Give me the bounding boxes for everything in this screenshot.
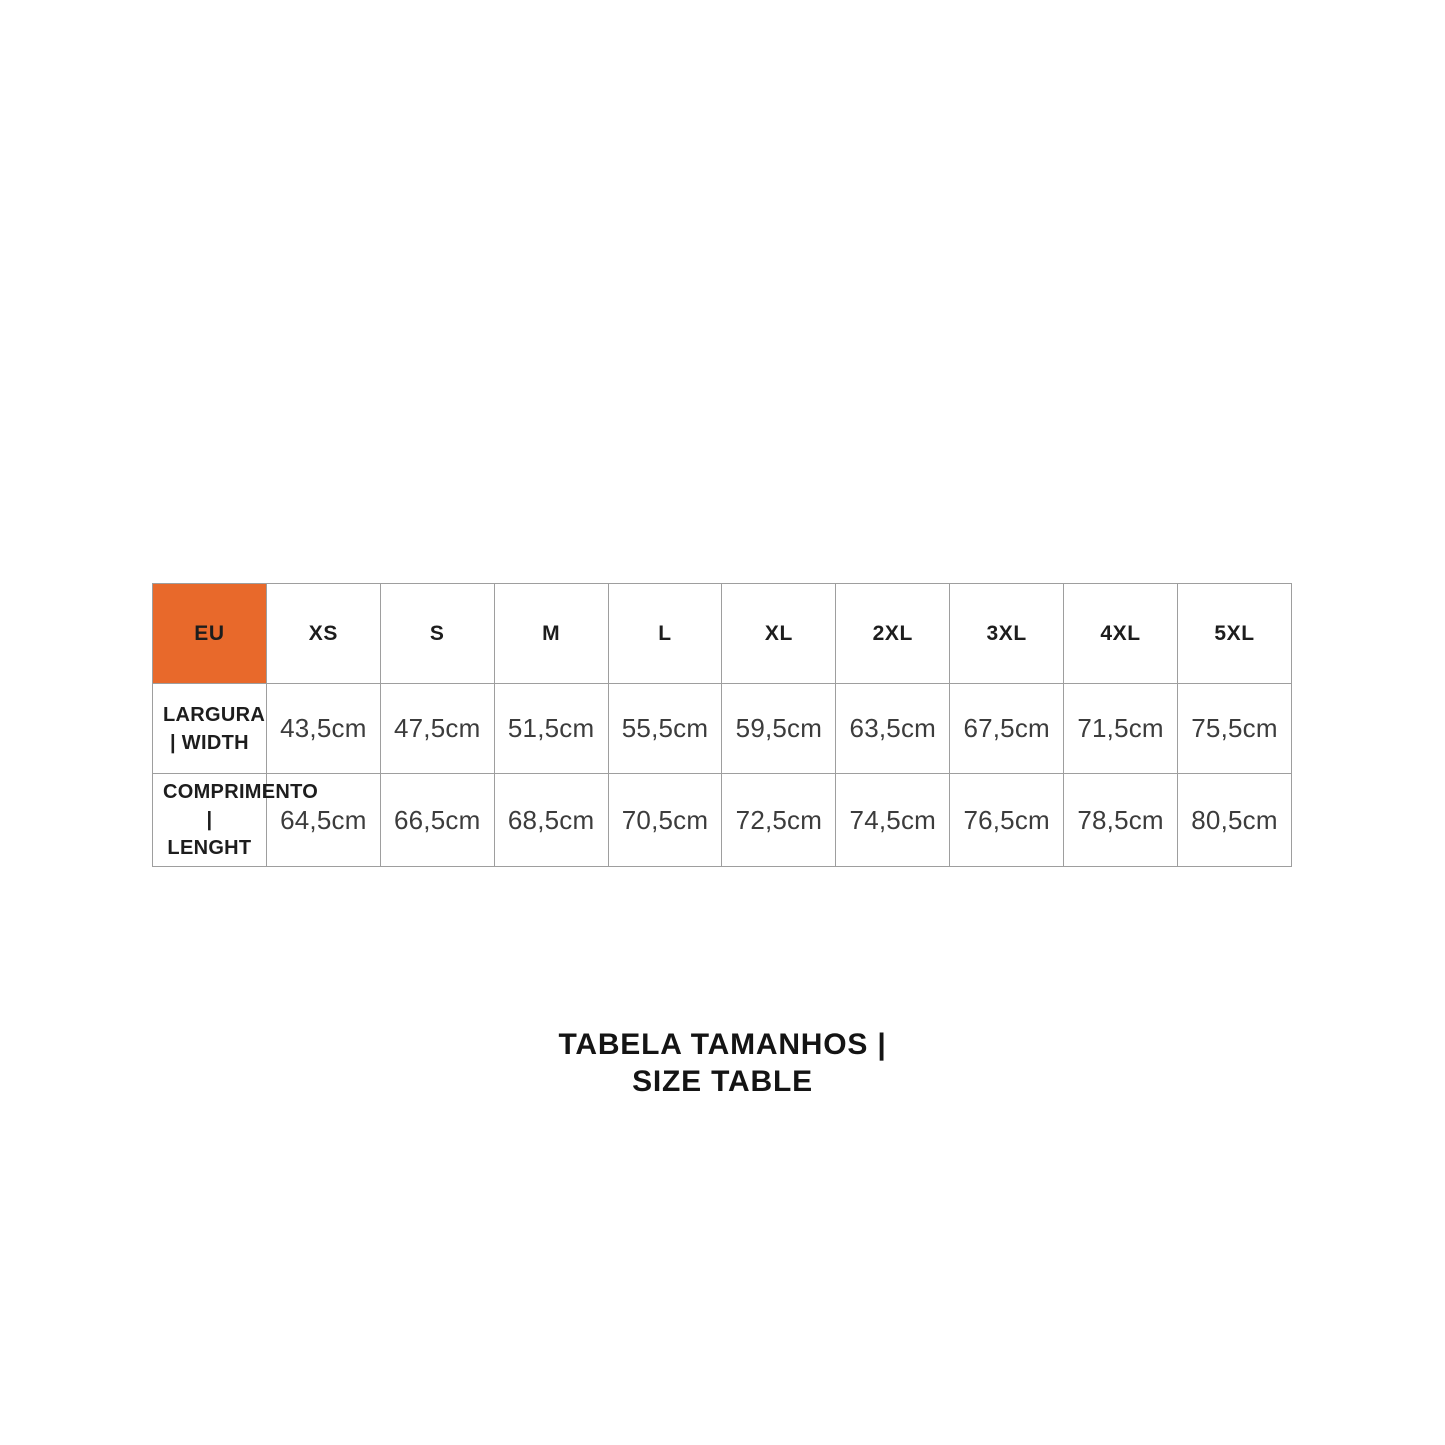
length-value-3xl: 76,5cm (950, 774, 1064, 867)
table-caption-line1: TABELA TAMANHOS | (558, 1028, 887, 1061)
length-value-4xl: 78,5cm (1064, 774, 1178, 867)
width-value-xl: 59,5cm (722, 684, 836, 774)
size-column-header-3xl: 3XL (950, 584, 1064, 684)
row-label-width: LARGURA | WIDTH (153, 684, 267, 774)
size-column-header-xs: XS (266, 584, 380, 684)
size-column-header-xl: XL (722, 584, 836, 684)
width-value-l: 55,5cm (608, 684, 722, 774)
size-column-header-4xl: 4XL (1064, 584, 1178, 684)
size-table-body (153, 684, 1292, 867)
size-column-header-m: M (494, 584, 608, 684)
size-column-header-5xl: 5XL (1178, 584, 1292, 684)
length-row (153, 774, 1292, 867)
length-value-xl: 72,5cm (722, 774, 836, 867)
header-row (153, 584, 1292, 684)
length-value-m: 68,5cm (494, 774, 608, 867)
width-value-4xl: 71,5cm (1064, 684, 1178, 774)
table-caption-line2: SIZE TABLE (632, 1065, 813, 1098)
width-value-3xl: 67,5cm (950, 684, 1064, 774)
size-column-header-2xl: 2XL (836, 584, 950, 684)
size-table (152, 583, 1292, 867)
width-value-s: 47,5cm (380, 684, 494, 774)
width-value-m: 51,5cm (494, 684, 608, 774)
size-table-header (153, 584, 1292, 684)
length-value-5xl: 80,5cm (1178, 774, 1292, 867)
length-value-2xl: 74,5cm (836, 774, 950, 867)
eu-corner-header: EU (153, 584, 267, 684)
width-value-5xl: 75,5cm (1178, 684, 1292, 774)
row-label-length: COMPRIMENTO | LENGHT (153, 774, 267, 867)
size-column-header-s: S (380, 584, 494, 684)
length-value-xs: 64,5cm (266, 774, 380, 867)
length-value-s: 66,5cm (380, 774, 494, 867)
width-value-xs: 43,5cm (266, 684, 380, 774)
table-caption (0, 1026, 1445, 1100)
width-value-2xl: 63,5cm (836, 684, 950, 774)
length-value-l: 70,5cm (608, 774, 722, 867)
width-row (153, 684, 1292, 774)
size-column-header-l: L (608, 584, 722, 684)
